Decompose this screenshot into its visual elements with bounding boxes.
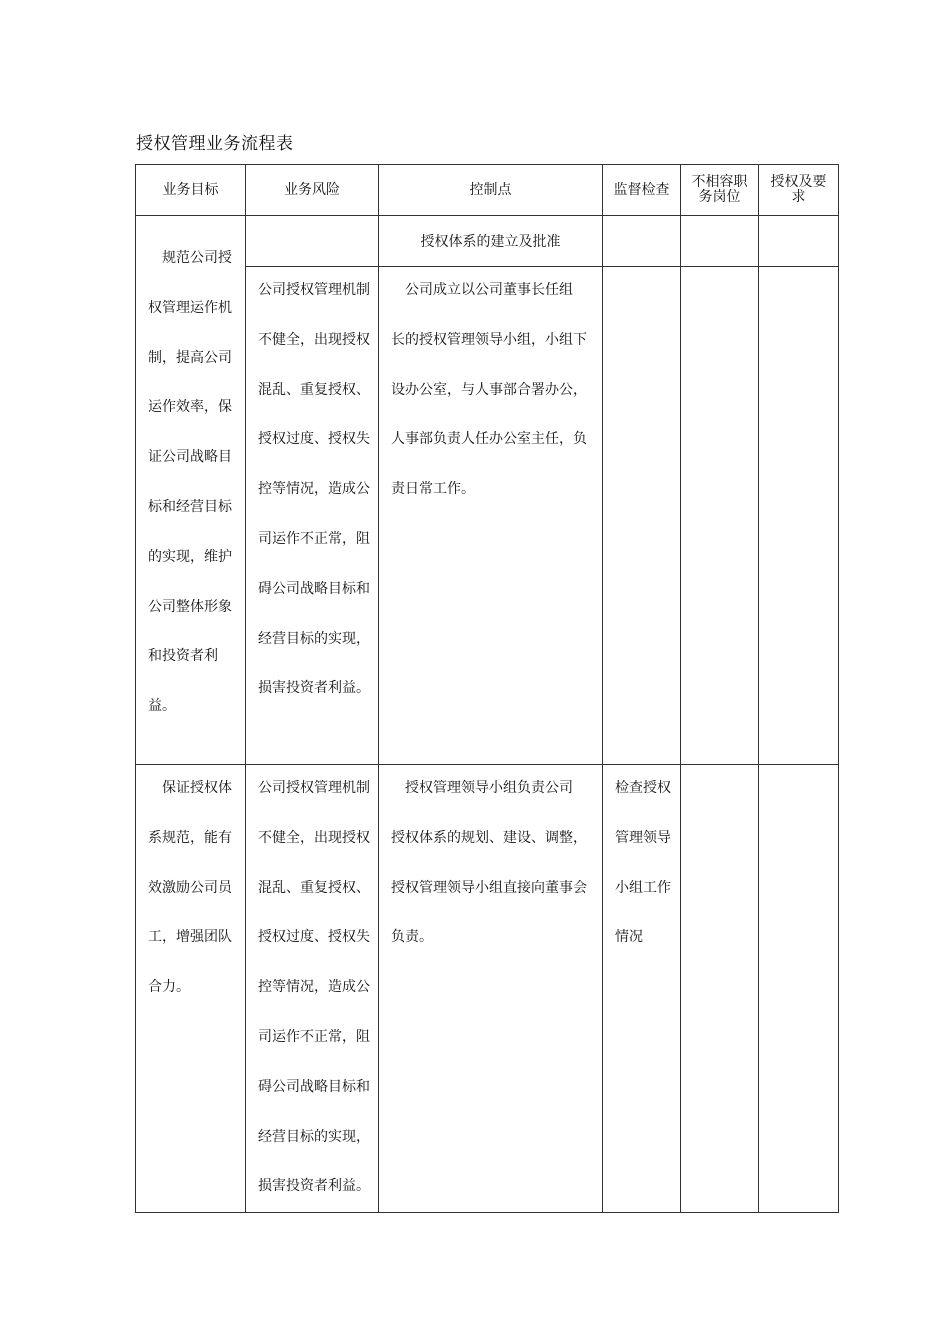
row1-control-text: 公司成立以公司董事长任组 长的授权管理领导小组，小组下 设办公室，与人事部合署办公， 人事部负责人任办公室主任，负 责日常工作。 <box>391 282 587 498</box>
header-supervision: 监督检查 <box>603 165 681 216</box>
header-control-point: 控制点 <box>379 165 603 216</box>
row2-supervise-cell <box>603 765 681 1213</box>
row1-goal-cell <box>136 216 246 765</box>
row1-goal-text: 规范公司授 权管理运作机 制，提高公司 运作效率，保 证公司战略目 标和经营目标 的实现，维护 公司整体形象 和投资者利 益。 <box>148 250 232 715</box>
process-table <box>135 164 839 1213</box>
row2-control-cell <box>379 765 603 1213</box>
row2-risk-cell <box>246 765 379 1213</box>
row1-incompatible-cell <box>681 267 759 765</box>
row2-supervise-text: 检查授权 管理领导 小组工作 情况 <box>615 780 671 946</box>
header-authorization-requirements: 授权及要 求 <box>759 165 839 216</box>
row1-risk-cell <box>246 267 379 765</box>
row1-control-cell <box>379 267 603 765</box>
row1-supervise-cell <box>603 267 681 765</box>
row2-auth-cell <box>759 765 839 1213</box>
header-business-risk: 业务风险 <box>246 165 379 216</box>
row1-auth-cell <box>759 267 839 765</box>
section-title-cell: 授权体系的建立及批准 <box>379 216 603 267</box>
row1-risk-text: 公司授权管理机制 不健全，出现授权 混乱、重复授权、 授权过度、授权失 控等情况，造成公 司运作不正常，阻 碍公司战略目标和 经营目标的实现， 损害投资者利益。 <box>258 282 370 697</box>
row2-goal-text: 保证授权体 系规范，能有 效激励公司员 工，增强团队 合力。 <box>148 780 232 996</box>
document-title: 授权管理业务流程表 <box>136 134 294 154</box>
header-incompatible-positions: 不相容职 务岗位 <box>681 165 759 216</box>
row2-risk-text: 公司授权管理机制 不健全，出现授权 混乱、重复授权、 授权过度、授权失 控等情况，造成公 司运作不正常，阻 碍公司战略目标和 经营目标的实现， 损害投资者利益。 <box>258 780 370 1195</box>
header-business-goal: 业务目标 <box>136 165 246 216</box>
row2-goal-cell <box>136 765 246 1213</box>
table-row <box>136 765 839 1213</box>
row2-control-text: 授权管理领导小组负责公司 授权体系的规划、建设、调整， 授权管理领导小组直接向董事会 负责。 <box>391 780 587 946</box>
row2-incompatible-cell <box>681 765 759 1213</box>
